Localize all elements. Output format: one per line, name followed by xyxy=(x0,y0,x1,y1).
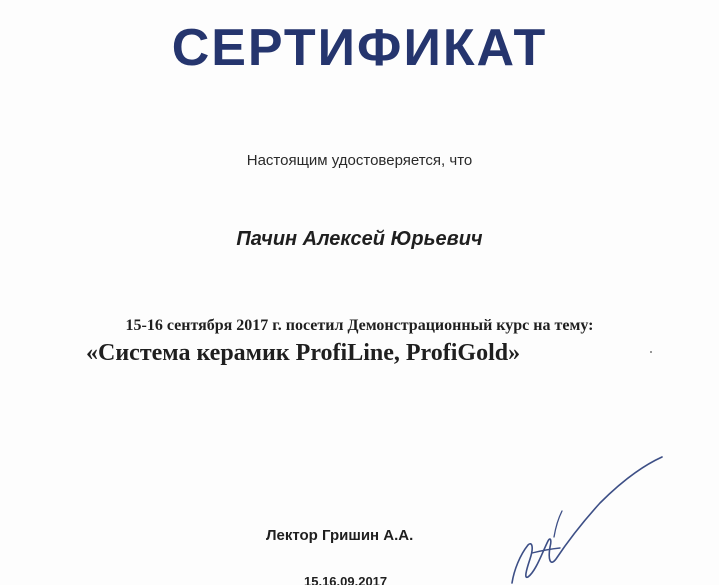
scan-speck xyxy=(650,351,652,353)
attendance-text: 15-16 сентября 2017 г. посетил Демонстрационный курс на тему: xyxy=(125,317,594,334)
certificate-title: СЕРТИФИКАТ xyxy=(171,19,548,77)
course-title: «Система керамик ProfiLine, ProfiGold» xyxy=(86,340,521,366)
lecturer-line: Лектор Гришин А.А. xyxy=(266,527,414,544)
certificate-date: 15.16.09.2017 xyxy=(304,574,388,585)
signature-stroke xyxy=(532,548,560,553)
signature-stroke xyxy=(512,457,662,583)
certify-text: Настоящим удостоверяется, что xyxy=(246,152,473,169)
recipient-name: Пачин Алексей Юрьевич xyxy=(236,228,483,250)
signature-stroke xyxy=(554,511,562,537)
handwritten-signature xyxy=(490,455,670,585)
